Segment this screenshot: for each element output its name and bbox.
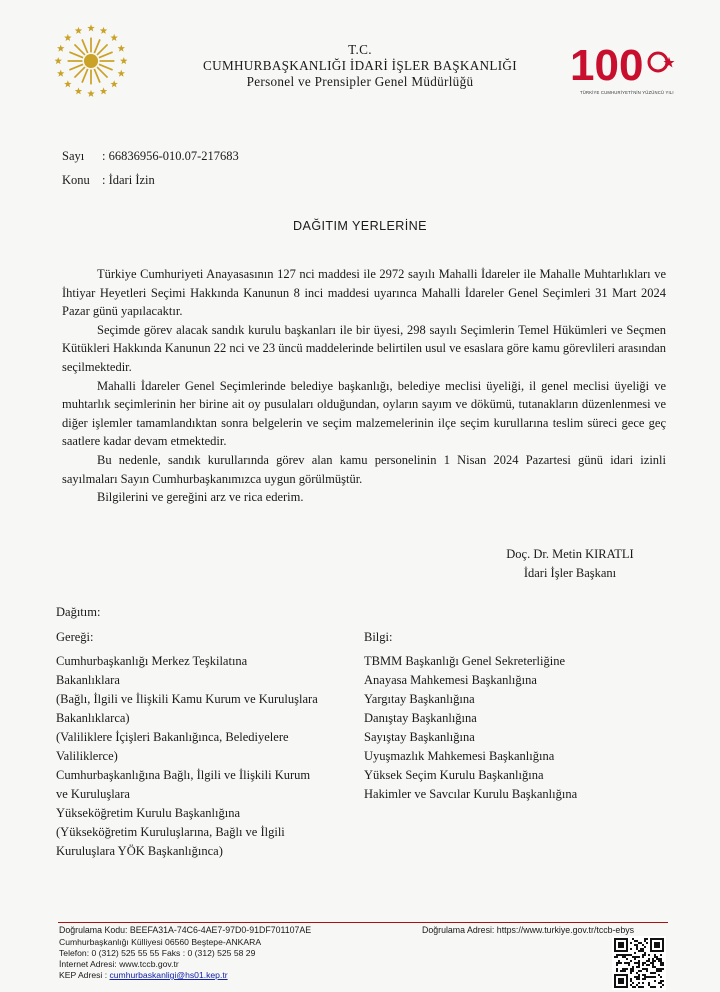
list-item: Yüksek Seçim Kurulu Başkanlığına — [364, 768, 544, 782]
header-tc: T.C. — [348, 42, 372, 57]
footer-address: Cumhurbaşkanlığı Külliyesi 06560 Beştepe-ANKARA — [59, 937, 262, 947]
list-item: Valiliklerce) — [56, 749, 118, 763]
list-item: Bakanlıklarca) — [56, 711, 130, 725]
bilgi-label: Bilgi: — [364, 630, 393, 644]
signatory-name: Doç. Dr. Metin KIRATLI — [506, 547, 634, 561]
presidential-seal-icon — [52, 22, 130, 100]
konu-value: : İdari İzin — [102, 173, 155, 187]
list-item: Bakanlıklara — [56, 673, 120, 687]
list-item: (Bağlı, İlgili ve İlişkili Kamu Kurum ve Kuruluşlara — [56, 692, 318, 706]
letter-body — [62, 265, 666, 507]
sayi-label: Sayı — [62, 149, 85, 163]
distribution-label: Dağıtım: — [56, 605, 101, 619]
list-item: Yükseköğretim Kurulu Başkanlığına — [56, 806, 240, 820]
distribution-gereği — [56, 628, 361, 861]
verification-address[interactable]: Doğrulama Adresi: https://www.turkiye.gov.tr/tccb-ebys — [422, 925, 635, 935]
signatory-title: İdari İşler Başkanı — [523, 566, 617, 580]
footer-contact — [59, 937, 261, 981]
signature-block — [470, 545, 670, 583]
body-paragraph: Bu nedenle, sandık kurullarında görev alan kamu personelinin 1 Nisan 2024 Pazartesi günü idari izinli sayılmaları Sayın Cumhurbaşkanımızca uygun görülmüştür. — [62, 452, 666, 486]
body-paragraph: Seçimde görev alacak sandık kurulu başkanları ile bir üyesi, 298 sayılı Seçimlerin Temel Hükümleri ve Seçmen Kütükleri Hakkında Kanunun 22 nci ve 23 üncü maddelerinde belirtilen usul ve esaslara göre kamu görevlileri arasından seçilmektedir. — [62, 322, 666, 374]
list-item: Uyuşmazlık Mahkemesi Başkanlığına — [364, 749, 555, 763]
header-department: Personel ve Prensipler Genel Müdürlüğü — [246, 74, 474, 89]
centennial-logo-icon — [568, 40, 678, 90]
footer-internet[interactable]: İnternet Adresi: www.tccb.gov.tr — [59, 959, 179, 969]
gereği-label: Gereği: — [56, 630, 94, 644]
addressee: DAĞITIM YERLERİNE — [293, 219, 427, 233]
body-paragraph: Mahalli İdareler Genel Seçimlerinde belediye başkanlığı, belediye meclisi üyeliği, il genel meclisi üyeliği ve muhtarlık seçimlerinin her birine ait oy pusulaları olduğundan, oyların sayım ve dökümü, tutanakların düzenlenmesi ve diğer işlemler tamamlandıktan sonra belgelerin ve seçim malzemelerinin ilçe seçim kurullarına teslim süreci gece geç saatlere kadar devam etmektedir. — [62, 378, 666, 449]
sayi-value: : 66836956-010.07-217683 — [102, 149, 239, 163]
qr-code-icon[interactable] — [612, 936, 666, 990]
list-item: Kuruluşlara YÖK Başkanlığınca) — [56, 844, 223, 858]
footer-kep — [59, 970, 261, 981]
body-paragraph: Türkiye Cumhuriyeti Anayasasının 127 nci maddesi ile 2972 sayılı Mahalli İdareler ile Mahalle Muhtarlıkları ve İhtiyar Heyetleri Seçimi Hakkında Kanunun 8 inci maddesi uyarınca Mahalli İdareler Genel Seçimleri 31 Mart 2024 Pazar günü yapılacaktır. — [62, 267, 666, 319]
list-item: (Yükseköğretim Kuruluşlarına, Bağlı ve İlgili — [56, 825, 285, 839]
list-item: TBMM Başkanlığı Genel Sekreterliğine — [364, 654, 566, 668]
list-item: Anayasa Mahkemesi Başkanlığına — [364, 673, 537, 687]
list-item: (Valiliklere İçişleri Bakanlığınca, Belediyelere — [56, 730, 289, 744]
centennial-subtitle: TÜRKİYE CUMHURİYETİ'NİN YÜZÜNCÜ YILI — [580, 90, 674, 95]
centennial-number: 100 — [570, 41, 644, 90]
konu-label: Konu — [62, 173, 90, 187]
kep-link[interactable]: cumhurbaskanligi@hs01.kep.tr — [109, 970, 228, 980]
list-item: Danıştay Başkanlığına — [364, 711, 477, 725]
distribution-bilgi — [364, 628, 664, 804]
document-number — [62, 149, 239, 164]
footer-divider — [58, 922, 668, 923]
list-item: ve Kuruluşlara — [56, 787, 130, 801]
list-item: Yargıtay Başkanlığına — [364, 692, 475, 706]
footer-phone: Telefon: 0 (312) 525 55 55 Faks : 0 (312) 525 58 29 — [59, 948, 256, 958]
list-item: Cumhurbaşkanlığına Bağlı, İlgili ve İlişkili Kurum — [56, 768, 311, 782]
document-subject — [62, 173, 155, 188]
list-item: Cumhurbaşkanlığı Merkez Teşkilatına — [56, 654, 248, 668]
centennial-logo — [568, 40, 678, 98]
list-item: Hakimler ve Savcılar Kurulu Başkanlığına — [364, 787, 578, 801]
body-paragraph: Bilgilerini ve gereğini arz ve rica ederim. — [97, 490, 304, 505]
list-item: Sayıştay Başkanlığına — [364, 730, 475, 744]
header-institution: CUMHURBAŞKANLIĞI İDARİ İŞLER BAŞKANLIĞI — [203, 58, 517, 73]
verification-code: Doğrulama Kodu: BEEFA31A-74C6-4AE7-97D0-91DF701107AE — [59, 925, 312, 935]
kep-label: KEP Adresi : — [59, 970, 110, 980]
